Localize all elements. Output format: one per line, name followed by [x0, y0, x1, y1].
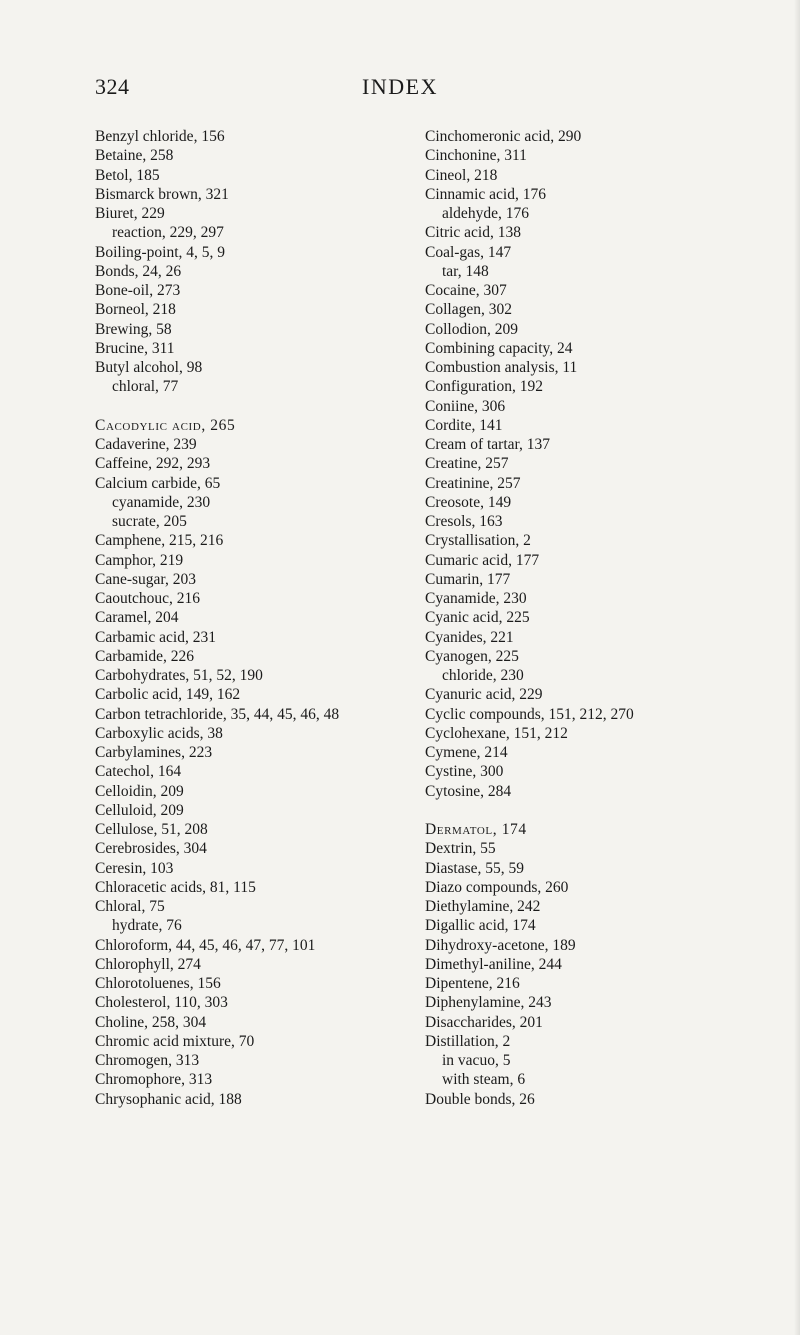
index-entry: Carbamide, 226	[95, 647, 195, 665]
index-entry: Diastase, 55, 59	[425, 859, 525, 877]
index-entry: Bismarck brown, 321	[95, 185, 229, 203]
index-entry: Caramel, 204	[95, 609, 179, 627]
index-entry: Chromophore, 313	[95, 1071, 213, 1089]
index-entry: Caoutchouc, 216	[95, 590, 201, 607]
index-entry: Diethylamine, 242	[425, 898, 541, 915]
page-number: 324	[95, 74, 130, 99]
index-entry: Butyl alcohol, 98	[95, 359, 203, 376]
index-entry: Chromogen, 313	[95, 1052, 200, 1069]
index-entry: Coal-gas, 147	[425, 243, 512, 261]
index-entry: Combining capacity, 24	[425, 339, 573, 357]
index-entry: Citric acid, 138	[425, 224, 521, 242]
index-entry: Dextrin, 55	[425, 840, 496, 858]
index-entry: Borneol, 218	[95, 301, 176, 319]
index-entry: Disaccharides, 201	[425, 1013, 543, 1031]
index-column-left	[95, 127, 425, 1109]
page-header	[0, 74, 800, 104]
letter-group-spacer	[95, 397, 425, 416]
index-column-right	[425, 127, 755, 1109]
index-entry: Cyclohexane, 151, 212	[425, 724, 568, 742]
index-entry: Caffeine, 292, 293	[95, 455, 211, 473]
index-entry: Cordite, 141	[425, 416, 503, 434]
index-entry: Chrysophanic acid, 188	[95, 1090, 242, 1108]
index-subentry: reaction, 229, 297	[112, 224, 224, 242]
index-entry: Carboxylic acids, 38	[95, 724, 223, 742]
index-entry: Digallic acid, 174	[425, 917, 536, 935]
index-entry: Cineol, 218	[425, 166, 498, 184]
index-entry: Celloidin, 209	[95, 782, 184, 800]
index-subentry: tar, 148	[442, 262, 489, 280]
index-entry: Betaine, 258	[95, 147, 174, 165]
index-entry: Brewing, 58	[95, 320, 172, 338]
index-entry: Cinchomeronic acid, 290	[425, 128, 582, 145]
index-entry: Cinchonine, 311	[425, 147, 527, 165]
index-entry: Cystine, 300	[425, 763, 504, 781]
index-entry: Carbamic acid, 231	[95, 628, 216, 646]
index-entry: Cresols, 163	[425, 513, 503, 530]
index-entry: Camphene, 215, 216	[95, 532, 224, 550]
index-entry: Dipentene, 216	[425, 975, 520, 992]
index-entry: Carbolic acid, 149, 162	[95, 686, 241, 704]
index-entry: Cocaine, 307	[425, 282, 507, 299]
index-subentry: cyanamide, 230	[112, 493, 211, 511]
index-entry: Carbylamines, 223	[95, 744, 213, 761]
index-entry: Creosote, 149	[425, 493, 512, 511]
index-entry: Cyanuric acid, 229	[425, 686, 543, 704]
index-entry: Chlorotoluenes, 156	[95, 975, 221, 992]
index-entry: Carbohydrates, 51, 52, 190	[95, 667, 263, 684]
index-entry: Ceresin, 103	[95, 859, 174, 877]
page-edge-shadow	[794, 0, 800, 1335]
index-entry: Catechol, 164	[95, 763, 182, 781]
index-subentry: aldehyde, 176	[442, 205, 529, 222]
index-entry: Coniine, 306	[425, 397, 506, 415]
index-entry: Carbon tetrachloride, 35, 44, 45, 46, 48	[95, 705, 340, 723]
index-entry: Brucine, 311	[95, 339, 175, 357]
index-entry: Double bonds, 26	[425, 1090, 535, 1108]
index-entry: Cinnamic acid, 176	[425, 185, 546, 203]
index-entry: Distillation, 2	[425, 1032, 511, 1050]
index-subentry: sucrate, 205	[112, 513, 187, 530]
index-entry: Configuration, 192	[425, 378, 543, 396]
index-entry: Chromic acid mixture, 70	[95, 1032, 255, 1050]
index-entry: Cumaric acid, 177	[425, 551, 540, 569]
index-entry: Cymene, 214	[425, 744, 508, 761]
index-entry: Chloral, 75	[95, 898, 165, 915]
index-entry: Bone-oil, 273	[95, 282, 181, 299]
index-entry: Cerebrosides, 304	[95, 840, 207, 858]
index-entry: Combustion analysis, 11	[425, 359, 578, 376]
index-entry: Betol, 185	[95, 166, 160, 184]
index-entry: Creatinine, 257	[425, 474, 521, 492]
index-letter-heading-entry: Dermatol, 174	[425, 821, 527, 838]
index-entry: Cytosine, 284	[425, 782, 512, 800]
page-title: INDEX	[362, 74, 438, 99]
letter-group-spacer	[425, 801, 755, 820]
index-entry: Cyclic compounds, 151, 212, 270	[425, 705, 634, 723]
index-entry: Choline, 258, 304	[95, 1013, 207, 1031]
index-entry: Cumarin, 177	[425, 570, 511, 588]
index-entry: Chlorophyll, 274	[95, 955, 201, 973]
index-entry: Cane-sugar, 203	[95, 570, 196, 588]
index-entry: Chloracetic acids, 81, 115	[95, 878, 256, 896]
index-entry: Cyanic acid, 225	[425, 609, 530, 627]
index-letter-heading-entry: Cacodylic acid, 265	[95, 416, 236, 434]
index-entry: Celluloid, 209	[95, 801, 184, 819]
index-entry: Cholesterol, 110, 303	[95, 994, 228, 1012]
index-entry: Dihydroxy-acetone, 189	[425, 936, 576, 954]
index-entry: Cyanamide, 230	[425, 590, 527, 607]
index-entry: Cellulose, 51, 208	[95, 821, 208, 838]
index-entry: Calcium carbide, 65	[95, 474, 221, 492]
index-subentry: in vacuo, 5	[442, 1052, 511, 1069]
index-entry: Camphor, 219	[95, 551, 184, 569]
index-entry: Benzyl chloride, 156	[95, 128, 225, 145]
index-entry: Diphenylamine, 243	[425, 994, 552, 1012]
index-entry: Collagen, 302	[425, 301, 512, 319]
index-entry: Boiling-point, 4, 5, 9	[95, 243, 226, 261]
index-entry: Cyanides, 221	[425, 628, 514, 646]
index-entry: Cream of tartar, 137	[425, 436, 551, 453]
index-subentry: hydrate, 76	[112, 917, 182, 935]
index-entry: Collodion, 209	[425, 320, 519, 338]
index-subentry: with steam, 6	[442, 1071, 526, 1089]
index-entry: Bonds, 24, 26	[95, 262, 182, 280]
index-entry: Cadaverine, 239	[95, 436, 197, 453]
index-entry: Chloroform, 44, 45, 46, 47, 77, 101	[95, 936, 316, 954]
index-subentry: chloral, 77	[112, 378, 179, 396]
index-entry: Crystallisation, 2	[425, 532, 531, 550]
index-entry: Dimethyl-aniline, 244	[425, 955, 562, 973]
index-entry: Creatine, 257	[425, 455, 509, 473]
index-entry: Diazo compounds, 260	[425, 878, 569, 896]
index-subentry: chloride, 230	[442, 667, 524, 684]
index-entry: Biuret, 229	[95, 205, 165, 222]
index-entry: Cyanogen, 225	[425, 647, 519, 665]
